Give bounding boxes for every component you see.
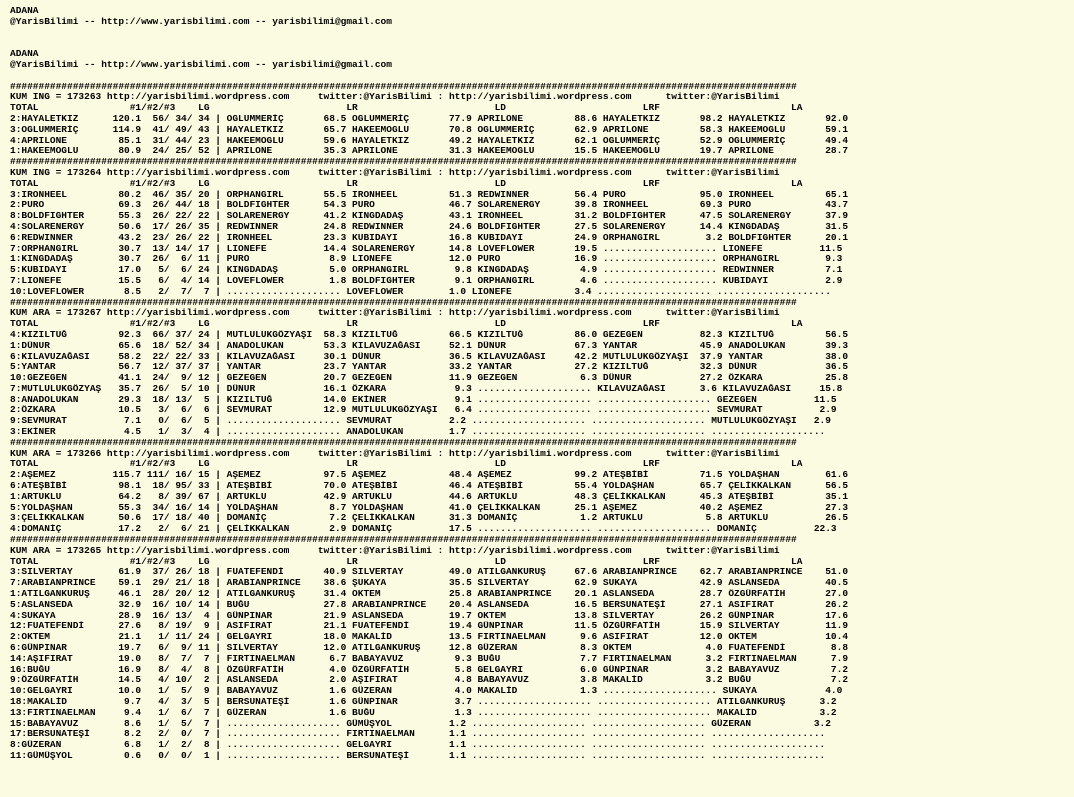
column-header: TOTAL #1/#2/#3 LG LR LD LRF LA [10, 103, 803, 114]
table-row: 8:BOLDFIGHTER 55.3 26/ 22/ 22 | SOLARENERGY 41.2 KINGDADAŞ 43.1 IRONHEEL 31.2 BOLDFIGHTER 47.5 SOLARENERGY 37.9 [10, 211, 849, 222]
column-header: TOTAL #1/#2/#3 LG LR LD LRF LA [10, 178, 803, 189]
race-header: KUM ARA = 173267 http://yarisbilimi.wordpress.com twitter:@YarisBilimi : http://yarisbilimi.wordpress.com twitter:@YarisBilimi [10, 308, 780, 319]
table-row: 4:SUKAYA 28.9 16/ 13/ 4 | GÜNPINAR 21.9 ASLANSEDA 19.7 OKTEM 13.8 SILVERTAY 26.2 GÜNPINAR 17.6 [10, 610, 849, 621]
table-row: 4:SOLARENERGY 50.6 17/ 26/ 35 | REDWINNER 24.8 REDWINNER 24.6 BOLDFIGHTER 27.5 SOLARENERGY 14.4 KINGDADAŞ 31.5 [10, 221, 849, 232]
table-row: 3:OGLUMMERİÇ 114.9 41/ 49/ 43 | HAYALETKIZ 65.7 HAKEEMOGLU 70.8 OGLUMMERİÇ 62.9 APRILONE 58.3 HAKEEMOGLU 59.1 [10, 124, 849, 135]
race-header: KUM ARA = 173266 http://yarisbilimi.wordpress.com twitter:@YarisBilimi : http://yarisbilimi.wordpress.com twitter:@YarisBilimi [10, 448, 780, 459]
table-row: 3:EKİNER 4.5 1/ 3/ 4 | .................... ANADOLUKAN 1.7 .................... .................... .................... [10, 427, 826, 438]
table-row: 4:APRILONE 85.1 31/ 44/ 23 | HAKEEMOGLU 59.6 HAYALETKIZ 49.2 HAYALETKIZ 62.1 OGLUMMERİÇ 52.9 OGLUMMERİÇ 49.4 [10, 135, 849, 146]
table-row: 3:ÇELİKKALKAN 50.6 17/ 18/ 40 | DOMANİÇ 7.2 ÇELİKKALKAN 31.3 DOMANİÇ 1.2 ARTUKLU 5.8 ARTUKLU 26.5 [10, 513, 849, 524]
contact-line: @YarisBilimi -- http://www.yarisbilimi.com -- yarisbilimi@gmail.com [10, 16, 392, 27]
table-row: 5:ASLANSEDA 32.9 16/ 10/ 14 | BUĞU 27.8 ARABIANPRINCE 20.4 ASLANSEDA 16.5 BERSUNATEŞİ 27.1 ASIFIRAT 26.2 [10, 599, 849, 610]
separator-line: ########################################################################################################################################## [10, 81, 797, 92]
table-row: 2:AŞEMEZ 115.7 111/ 16/ 15 | AŞEMEZ 97.5 AŞEMEZ 48.4 AŞEMEZ 99.2 ATEŞBİBİ 71.5 YOLDAŞHAN 61.6 [10, 470, 849, 481]
table-row: 6:KILAVUZAĞASI 58.2 22/ 22/ 33 | KILAVUZAĞASI 30.1 DÜNUR 36.5 KILAVUZAĞASI 42.2 MUTLULUKGÖZYAŞI 37.9 YANTAR 38.0 [10, 351, 849, 362]
table-row: 3:IRONHEEL 80.2 46/ 35/ 20 | ORPHANGIRL 55.5 IRONHEEL 51.3 REDWINNER 56.4 PURO 95.0 IRONHEEL 65.1 [10, 189, 849, 200]
table-row: 5:YANTAR 56.7 12/ 37/ 37 | YANTAR 23.7 YANTAR 33.2 YANTAR 27.2 KIZILTUĞ 32.3 DÜNUR 36.5 [10, 362, 849, 373]
table-row: 5:YOLDAŞHAN 55.3 34/ 16/ 14 | YOLDAŞHAN 8.7 YOLDAŞHAN 41.0 ÇELİKKALKAN 25.1 AŞEMEZ 40.2 AŞEMEZ 27.3 [10, 502, 849, 513]
table-row: 15:BABAYAVUZ 8.6 1/ 5/ 7 | .................... GÜMÜŞYOL 1.2 .................... .................... GÜZERAN 3.2 [10, 718, 831, 729]
table-row: 10:GEZEGEN 41.1 24/ 9/ 12 | GEZEGEN 20.7 GEZEGEN 11.9 GEZEGEN 6.3 DÜNUR 27.2 ÖZKARA 25.8 [10, 373, 849, 384]
city-title: ADANA [10, 49, 39, 60]
separator-line: ########################################################################################################################################## [10, 535, 797, 546]
table-row: 10:GELGAYRI 10.0 1/ 5/ 9 | BABAYAVUZ 1.6 GÜZERAN 4.0 MAKALİD 1.3 .................... SUKAYA 4.0 [10, 686, 843, 697]
table-row: 4:DOMANİÇ 17.2 2/ 6/ 21 | ÇELİKKALKAN 2.9 DOMANİÇ 17.5 .................... .................... DOMANİÇ 22.3 [10, 524, 837, 535]
table-row: 13:FIRTINAELMAN 9.4 1/ 6/ 7 | GÜZERAN 1.6 BUĞU 1.3 .................... .................... MAKALİD 3.2 [10, 707, 837, 718]
table-row: 2:PURO 69.3 26/ 44/ 18 | BOLDFIGHTER 54.3 PURO 46.7 SOLARENERGY 39.8 IRONHEEL 69.3 PURO 43.7 [10, 200, 849, 211]
separator-line: ########################################################################################################################################## [10, 437, 797, 448]
table-row: 1:KINGDADAŞ 30.7 26/ 6/ 11 | PURO 8.9 LIONEFE 12.0 PURO 16.9 .................... ORPHANGIRL 9.3 [10, 254, 843, 265]
table-row: 17:BERSUNATEŞİ 8.2 2/ 0/ 7 | .................... FIRTINAELMAN 1.1 .................... .................... .................... [10, 729, 826, 740]
table-row: 6:GÜNPINAR 19.7 6/ 9/ 11 | SILVERTAY 12.0 ATILGANKURUŞ 12.8 GÜZERAN 8.3 OKTEM 4.0 FUATEFENDİ 8.8 [10, 643, 849, 654]
table-row: 12:FUATEFENDİ 27.6 8/ 19/ 9 | ASIFIRAT 21.1 FUATEFENDİ 19.4 GÜNPINAR 11.5 ÖZGÜRFATİH 15.9 SILVERTAY 11.9 [10, 621, 849, 632]
table-row: 7:LIONEFE 15.5 6/ 4/ 14 | LOVEFLOWER 1.8 BOLDFIGHTER 9.1 ORPHANGIRL 4.6 .................... KUBIDAYI 2.9 [10, 275, 843, 286]
table-row: 4:KIZILTUĞ 92.3 66/ 37/ 24 | MUTLULUKGÖZYAŞI 58.3 KIZILTUĞ 66.5 KIZILTUĞ 86.0 GEZEGEN 82.3 KIZILTUĞ 56.5 [10, 329, 849, 340]
table-row: 16:BUĞU 16.9 8/ 4/ 8 | ÖZGÜRFATİH 4.0 ÖZGÜRFATİH 5.8 GELGAYRI 6.0 GÜNPINAR 3.2 BABAYAVUZ 7.2 [10, 664, 849, 675]
table-row: 8:ANADOLUKAN 29.3 18/ 13/ 5 | KIZILTUĞ 14.0 EKİNER 9.1 .................... .................... GEZEGEN 11.5 [10, 394, 837, 405]
table-row: 2:OKTEM 21.1 1/ 11/ 24 | GELGAYRI 18.0 MAKALİD 13.5 FIRTINAELMAN 9.6 ASIFIRAT 12.0 OKTEM 10.4 [10, 632, 849, 643]
table-row: 18:MAKALİD 9.7 4/ 3/ 5 | BERSUNATEŞİ 1.6 GÜNPINAR 3.7 .................... .................... ATILGANKURUŞ 3.2 [10, 697, 837, 707]
table-row: 5:KUBIDAYI 17.0 5/ 6/ 24 | KINGDADAŞ 5.0 ORPHANGIRL 9.8 KINGDADAŞ 4.9 .................... REDWINNER 7.1 [10, 265, 843, 276]
table-row: 7:ARABIANPRINCE 59.1 29/ 21/ 18 | ARABIANPRINCE 38.6 ŞUKAYA 35.5 SILVERTAY 62.9 SUKAYA 42.9 ASLANSEDA 40.5 [10, 578, 849, 589]
table-row: 11:GÜMÜŞYOL 0.6 0/ 0/ 1 | .................... BERSUNATEŞİ 1.1 .................... .................... .................... [10, 750, 826, 761]
table-row: 1:ARTUKLU 64.2 8/ 39/ 67 | ARTUKLU 42.9 ARTUKLU 44.6 ARTUKLU 48.3 ÇELİKKALKAN 45.3 ATEŞBİBİ 35.1 [10, 491, 849, 502]
table-row: 2:HAYALETKIZ 120.1 56/ 34/ 34 | OGLUMMERİÇ 68.5 OGLUMMERİÇ 77.9 APRILONE 88.6 HAYALETKIZ 98.2 HAYALETKIZ 92.0 [10, 113, 849, 124]
blank-line [10, 38, 1074, 49]
table-row: 7:MUTLULUKGÖZYAŞ 35.7 26/ 5/ 10 | DÜNUR 16.1 ÖZKARA 9.3 .................... KILAVUZAĞASI 3.6 KILAVUZAĞASI 15.8 [10, 383, 843, 394]
table-row: 7:ORPHANGIRL 30.7 13/ 14/ 17 | LIONEFE 14.4 SOLARENERGY 14.8 LOVEFLOWER 19.5 .................... LIONEFE 11.5 [10, 243, 843, 254]
table-row: 8:GÜZERAN 6.8 1/ 2/ 8 | .................... GELGAYRI 1.1 .................... .................... .................... [10, 740, 826, 751]
table-row: 14:AŞIFIRAT 19.0 8/ 7/ 7 | FIRTINAELMAN 6.7 BABAYAVUZ 9.3 BUĞU 7.7 FIRTINAELMAN 3.2 FIRTINAELMAN 7.9 [10, 653, 849, 664]
race-header: KUM ING = 173264 http://yarisbilimi.wordpress.com twitter:@YarisBilimi : http://yarisbilimi.wordpress.com twitter:@YarisBilimi [10, 167, 780, 178]
table-row: 3:SILVERTAY 61.9 37/ 26/ 18 | FUATEFENDİ 40.9 SILVERTAY 49.0 ATILGANKURUŞ 67.6 ARABIANPRINCE 62.7 ARABIANPRINCE 51.0 [10, 567, 849, 578]
blank-line [10, 28, 1074, 39]
race-header: KUM ING = 173263 http://yarisbilimi.wordpress.com twitter:@YarisBilimi : http://yarisbilimi.wordpress.com twitter:@YarisBilimi [10, 92, 780, 103]
contact-line: @YarisBilimi -- http://www.yarisbilimi.com -- yarisbilimi@gmail.com [10, 59, 392, 70]
table-row: 6:ATEŞBİBİ 98.1 18/ 95/ 33 | ATEŞBİBİ 70.0 ATEŞBİBİ 46.4 ATEŞBİBİ 55.4 YOLDAŞHAN 65.7 ÇELİKKALKAN 56.5 [10, 481, 849, 492]
column-header: TOTAL #1/#2/#3 LG LR LD LRF LA [10, 459, 803, 470]
blank-line [10, 71, 1074, 82]
table-row: 1:ATILGANKURUŞ 46.1 28/ 20/ 12 | ATILGANKURUŞ 31.4 OKTEM 25.8 ARABIANPRINCE 20.1 ASLANSEDA 28.7 ÖZGÜRFATİH 27.0 [10, 589, 849, 600]
table-row: 6:REDWINNER 43.2 23/ 26/ 22 | IRONHEEL 23.3 KUBIDAYI 16.8 KUBIDAYI 24.9 ORPHANGIRL 3.2 BOLDFIGHTER 20.1 [10, 232, 849, 243]
table-row: 1:DÜNUR 65.6 18/ 52/ 34 | ANADOLUKAN 53.3 KILAVUZAĞASI 52.1 DÜNUR 67.3 YANTAR 45.9 ANADOLUKAN 39.3 [10, 340, 849, 351]
table-row: 9:ÖZGÜRFATİH 14.5 4/ 10/ 2 | ASLANSEDA 2.0 AŞIFIRAT 4.8 BABAYAVUZ 3.8 MAKALİD 3.2 BUĞU 7.2 [10, 675, 849, 686]
table-row: 9:SEVMURAT 7.1 0/ 6/ 5 | .................... SEVMURAT 2.2 .................... .................... MUTLULUKGÖZYAŞI 2.9 [10, 416, 831, 427]
table-row: 2:ÖZKARA 10.5 3/ 6/ 6 | SEVMURAT 12.9 MUTLULUKGÖZYAŞI 6.4 .................... .................... SEVMURAT 2.9 [10, 405, 837, 416]
column-header: TOTAL #1/#2/#3 LG LR LD LRF LA [10, 556, 803, 567]
separator-line: ########################################################################################################################################## [10, 297, 797, 308]
table-row: 1:HAKEEMOGLU 80.9 24/ 25/ 52 | APRILONE 35.3 APRILONE 31.3 HAKEEMOGLU 15.5 HAKEEMOGLU 19.7 APRILONE 28.7 [10, 146, 849, 157]
separator-line: ########################################################################################################################################## [10, 157, 797, 168]
city-title: ADANA [10, 6, 39, 16]
table-row: 10:LOVEFLOWER 8.5 2/ 7/ 7 | .................... LOVEFLOWER 1.0 LIONEFE 3.4 .................... .................... [10, 286, 831, 297]
column-header: TOTAL #1/#2/#3 LG LR LD LRF LA [10, 319, 803, 330]
race-header: KUM ARA = 173265 http://yarisbilimi.wordpress.com twitter:@YarisBilimi : http://yarisbilimi.wordpress.com twitter:@YarisBilimi [10, 545, 780, 556]
